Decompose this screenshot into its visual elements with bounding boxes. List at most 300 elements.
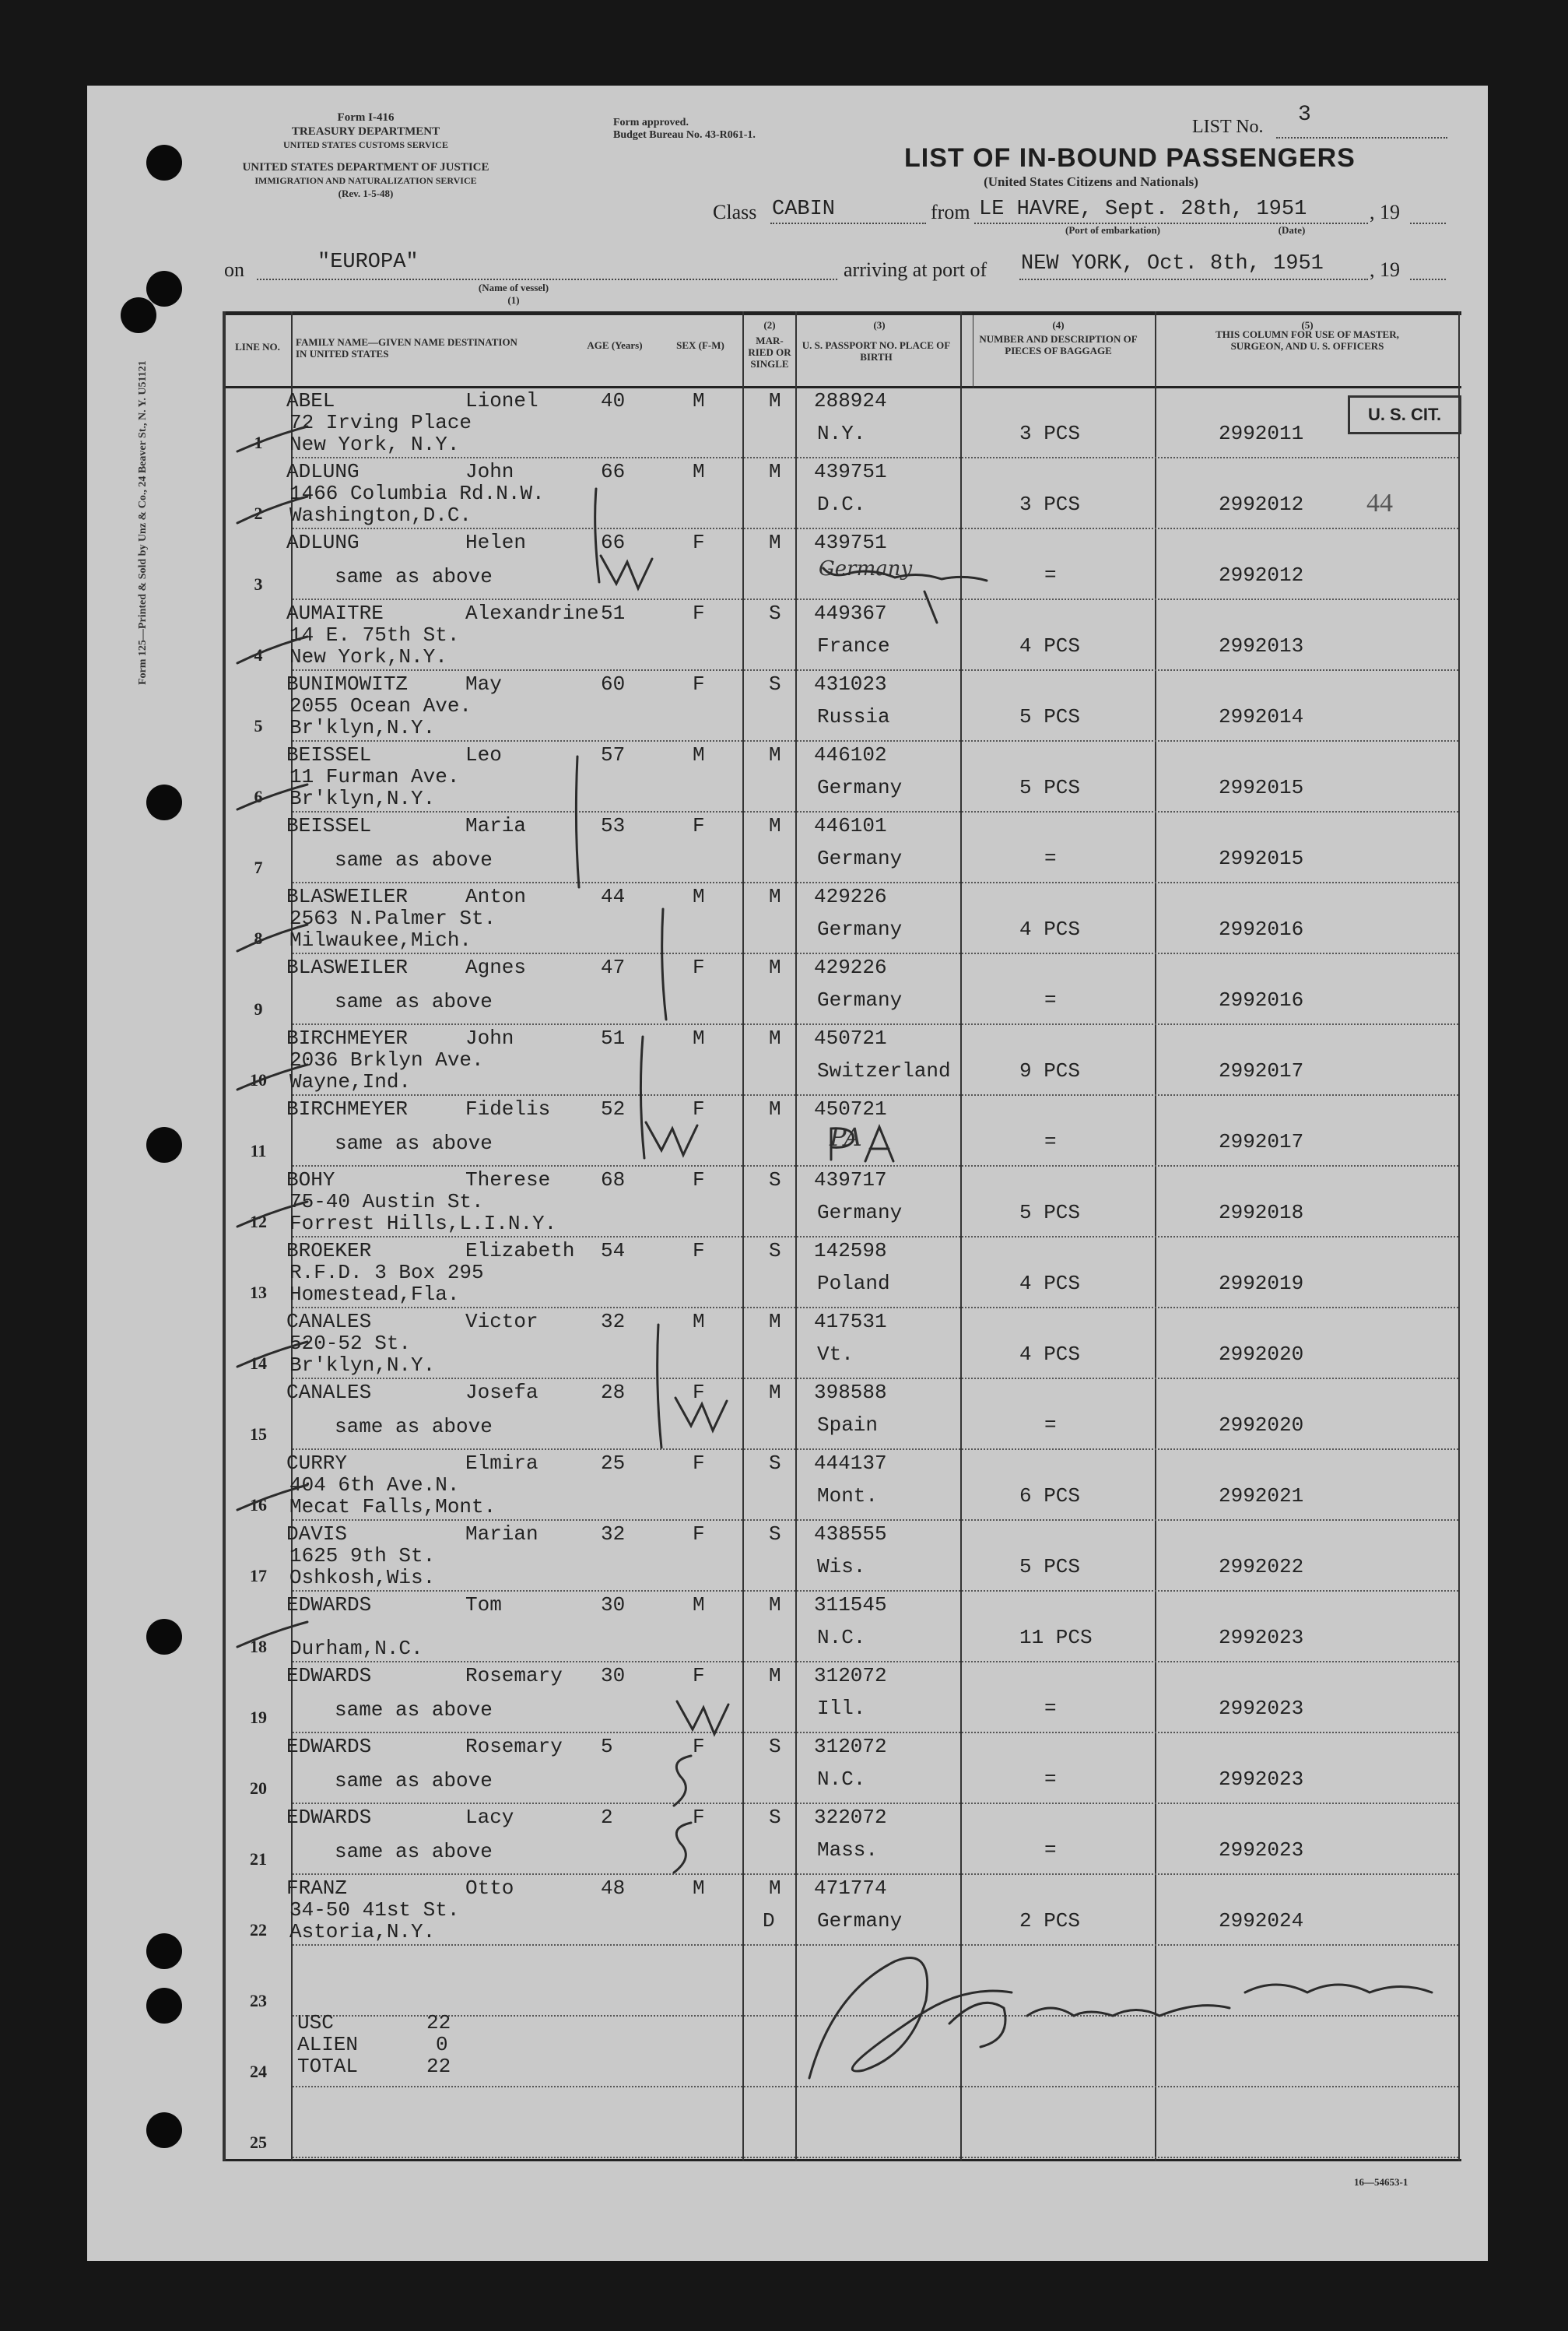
officer-number: 2992023 xyxy=(1219,1838,1304,1862)
marital-status: M xyxy=(769,1381,781,1404)
margin-number: 44 xyxy=(1366,489,1393,518)
passport-number: 439751 xyxy=(814,531,887,554)
printer-imprint: Form 125—Printed & Sold by Unz & Co., 24 Beaver St., N. Y. U51121 xyxy=(137,360,149,685)
age: 2 xyxy=(601,1806,613,1829)
marital-status: S xyxy=(769,1239,781,1262)
age: 66 xyxy=(601,531,626,554)
on-label: on xyxy=(224,258,244,281)
marital-status: S xyxy=(769,602,781,625)
passenger-given-name: Leo xyxy=(465,743,502,767)
line-number: 20 xyxy=(250,1778,267,1798)
passport-number: 417531 xyxy=(814,1310,887,1333)
marital-status-2: D xyxy=(763,1909,775,1933)
passenger-surname: BUNIMOWITZ xyxy=(286,672,409,696)
place-of-birth: Germany xyxy=(817,776,903,799)
total-label: TOTAL xyxy=(297,2055,359,2078)
passenger-surname: BEISSEL xyxy=(286,814,372,837)
age: 57 xyxy=(601,743,626,767)
sex: M xyxy=(693,1027,705,1050)
baggage-pieces: = xyxy=(1044,1697,1057,1720)
address-line-1: 11 Furman Ave. xyxy=(289,765,460,788)
class-label: Class xyxy=(713,201,757,223)
header-line-no: LINE NO. xyxy=(235,341,280,353)
line-number: 13 xyxy=(250,1283,267,1302)
age: 5 xyxy=(601,1735,613,1758)
customs-service: UNITED STATES CUSTOMS SERVICE xyxy=(283,139,448,150)
address-line-1: 2563 N.Palmer St. xyxy=(289,907,496,930)
officer-number: 2992024 xyxy=(1219,1909,1304,1933)
sex: M xyxy=(693,460,705,483)
line-number: 4 xyxy=(254,645,263,665)
place-of-birth: France xyxy=(817,634,890,658)
baggage-pieces: = xyxy=(1044,847,1057,870)
usc-count: 22 xyxy=(426,2011,451,2034)
passport-number: 439717 xyxy=(814,1168,887,1192)
address-line-2: Milwaukee,Mich. xyxy=(289,929,472,952)
address-line-1: same as above xyxy=(335,1769,493,1792)
passenger-given-name: May xyxy=(465,672,502,696)
sex: M xyxy=(693,1593,705,1617)
age: 68 xyxy=(601,1168,626,1192)
marital-status: M xyxy=(769,1593,781,1617)
tick-mark xyxy=(237,1342,307,1367)
place-of-birth-handwritten: Germany xyxy=(819,557,913,581)
marital-status: S xyxy=(769,1452,781,1475)
document-subtitle: (United States Citizens and Nationals) xyxy=(984,174,1198,189)
passenger-surname: ABEL xyxy=(286,389,335,412)
passenger-surname: CANALES xyxy=(286,1310,372,1333)
place-of-birth: Germany xyxy=(817,918,903,941)
address-line-2: Homestead,Fla. xyxy=(289,1283,460,1306)
justice-dept: UNITED STATES DEPARTMENT OF JUSTICE xyxy=(242,161,489,174)
address-line-1: 404 6th Ave.N. xyxy=(289,1473,460,1497)
place-of-birth: Wis. xyxy=(817,1555,866,1578)
age: 47 xyxy=(601,956,626,979)
tick-mark xyxy=(237,925,307,951)
line-number: 24 xyxy=(250,2062,267,2081)
tick-mark xyxy=(237,785,307,809)
line-number: 25 xyxy=(250,2133,267,2152)
line-number: 18 xyxy=(250,1637,267,1656)
passenger-given-name: Tom xyxy=(465,1593,502,1617)
officer-number: 2992020 xyxy=(1219,1413,1304,1437)
passenger-surname: EDWARDS xyxy=(286,1593,372,1617)
passport-number: 322072 xyxy=(814,1806,887,1829)
marital-status: M xyxy=(769,885,781,908)
age: 52 xyxy=(601,1097,626,1121)
arriving-label: arriving at port of xyxy=(844,258,987,281)
line-number: 8 xyxy=(254,929,263,948)
sex: M xyxy=(693,389,705,412)
address-line-2: Wayne,Ind. xyxy=(289,1070,412,1094)
header-name: FAMILY NAME—GIVEN NAME DESTINATION IN UNITED STATES xyxy=(296,336,517,360)
place-of-birth: N.C. xyxy=(817,1626,866,1649)
line-number: 12 xyxy=(250,1212,267,1231)
address-line-1: same as above xyxy=(335,848,493,872)
place-of-birth: N.C. xyxy=(817,1768,866,1791)
address-line-1: same as above xyxy=(335,1415,493,1438)
address-line-1: 14 E. 75th St. xyxy=(289,623,460,647)
baggage-pieces: 3 PCS xyxy=(1019,422,1081,445)
age: 32 xyxy=(601,1310,626,1333)
marital-status: S xyxy=(769,672,781,696)
baggage-pieces: = xyxy=(1044,1130,1057,1153)
passport-number: 444137 xyxy=(814,1452,887,1475)
passenger-surname: BIRCHMEYER xyxy=(286,1027,409,1050)
address-line-1: 1625 9th St. xyxy=(289,1544,436,1567)
address-line-1: same as above xyxy=(335,1132,493,1155)
officer-number: 2992021 xyxy=(1219,1484,1304,1508)
line-number: 10 xyxy=(250,1070,267,1090)
document-title: LIST OF IN-BOUND PASSENGERS xyxy=(904,143,1356,173)
baggage-pieces: 2 PCS xyxy=(1019,1909,1081,1933)
address-line-2: Astoria,N.Y. xyxy=(289,1920,436,1943)
passenger-surname: FRANZ xyxy=(286,1876,348,1900)
passport-number: 429226 xyxy=(814,885,887,908)
line-number: 11 xyxy=(250,1141,267,1160)
age: 53 xyxy=(601,814,626,837)
passenger-given-name: Rosemary xyxy=(465,1664,563,1687)
header-sex: SEX (F-M) xyxy=(676,339,724,351)
address-line-2: Oshkosh,Wis. xyxy=(289,1566,436,1589)
usc-label: USC xyxy=(297,2011,334,2034)
header-officers: THIS COLUMN FOR USE OF MASTER, SURGEON, AND U. S. OFFICERS xyxy=(1215,328,1399,352)
passport-number: 471774 xyxy=(814,1876,887,1900)
sex: F xyxy=(693,1735,705,1758)
address-line-1: same as above xyxy=(335,565,493,588)
line-number: 19 xyxy=(250,1708,267,1727)
line-number: 1 xyxy=(254,433,263,452)
place-of-birth-handwritten: PA xyxy=(830,1122,862,1152)
passport-number: 449367 xyxy=(814,602,887,625)
passenger-surname: AUMAITRE xyxy=(286,602,384,625)
sex: M xyxy=(693,1876,705,1900)
place-of-birth: N.Y. xyxy=(817,422,866,445)
passenger-surname: BEISSEL xyxy=(286,743,372,767)
passenger-given-name: Agnes xyxy=(465,956,527,979)
line-number: 17 xyxy=(250,1566,267,1585)
age: 44 xyxy=(601,885,626,908)
footer-code: 16—54653-1 xyxy=(1354,2176,1408,2188)
total-count: 22 xyxy=(426,2055,451,2078)
address-line-1: R.F.D. 3 Box 295 xyxy=(289,1261,484,1284)
immigration-service: IMMIGRATION AND NATURALIZATION SERVICE xyxy=(254,175,477,186)
us-citizen-stamp: U. S. CIT. xyxy=(1348,395,1461,434)
baggage-pieces: 4 PCS xyxy=(1019,634,1081,658)
passenger-surname: CURRY xyxy=(286,1452,348,1475)
form-number: Form I-416 xyxy=(337,111,395,124)
passenger-given-name: Alexandrine xyxy=(465,602,599,625)
passenger-surname: BROEKER xyxy=(286,1239,372,1262)
baggage-pieces: 4 PCS xyxy=(1019,918,1081,941)
address-line-1: 520-52 St. xyxy=(289,1332,412,1355)
form-approved: Form approved. xyxy=(613,117,689,128)
passenger-surname: BIRCHMEYER xyxy=(286,1097,409,1121)
place-of-birth: D.C. xyxy=(817,493,866,516)
address-line-2: Washington,D.C. xyxy=(289,504,472,527)
passport-number: 450721 xyxy=(814,1097,887,1121)
address-line-1: 2036 Brklyn Ave. xyxy=(289,1048,484,1072)
passport-number: 312072 xyxy=(814,1735,887,1758)
sex: F xyxy=(693,1168,705,1192)
address-line-1: 2055 Ocean Ave. xyxy=(289,694,472,718)
baggage-pieces: 3 PCS xyxy=(1019,493,1081,516)
passenger-surname: CANALES xyxy=(286,1381,372,1404)
baggage-pieces: = xyxy=(1044,563,1057,587)
arrival-value: NEW YORK, Oct. 8th, 1951 xyxy=(1021,252,1324,276)
vessel-caption: (Name of vessel) xyxy=(478,282,549,293)
passenger-given-name: Elmira xyxy=(465,1452,538,1475)
address-line-1: 34-50 41st St. xyxy=(289,1898,460,1922)
address-line-2: Mecat Falls,Mont. xyxy=(289,1495,496,1518)
passenger-given-name: Victor xyxy=(465,1310,538,1333)
marital-status: S xyxy=(769,1522,781,1546)
marital-status: M xyxy=(769,1310,781,1333)
officer-number: 2992015 xyxy=(1219,847,1304,870)
line-number: 7 xyxy=(254,858,263,877)
marital-status: S xyxy=(769,1168,781,1192)
passenger-given-name: John xyxy=(465,1027,514,1050)
baggage-pieces: 4 PCS xyxy=(1019,1272,1081,1295)
baggage-pieces: 5 PCS xyxy=(1019,776,1081,799)
address-line-2: New York,N.Y. xyxy=(289,645,447,669)
age: 30 xyxy=(601,1593,626,1617)
baggage-pieces: 9 PCS xyxy=(1019,1059,1081,1083)
place-of-birth: Switzerland xyxy=(817,1059,951,1083)
line-number: 9 xyxy=(254,999,263,1019)
marital-status: M xyxy=(769,743,781,767)
marital-status: S xyxy=(769,1806,781,1829)
class-value: CABIN xyxy=(772,198,836,221)
age: 60 xyxy=(601,672,626,696)
age: 54 xyxy=(601,1239,626,1262)
departure-value: LE HAVRE, Sept. 28th, 1951 xyxy=(979,198,1307,221)
passenger-given-name: Otto xyxy=(465,1876,514,1900)
place-of-birth: Spain xyxy=(817,1413,879,1437)
age: 51 xyxy=(601,1027,626,1050)
age: 25 xyxy=(601,1452,626,1475)
age: 51 xyxy=(601,602,626,625)
address-line-2: Durham,N.C. xyxy=(289,1637,423,1660)
passenger-given-name: Marian xyxy=(465,1522,538,1546)
passport-number: 288924 xyxy=(814,389,887,412)
sex: F xyxy=(693,1097,705,1121)
header-col5: (5) xyxy=(1301,319,1314,331)
passport-number: 311545 xyxy=(814,1593,887,1617)
address-line-2: New York, N.Y. xyxy=(289,433,460,456)
year-suffix-2: , 19 xyxy=(1370,258,1400,281)
officer-number: 2992011 xyxy=(1219,422,1304,445)
passenger-given-name: Lionel xyxy=(465,389,538,412)
marital-status: S xyxy=(769,1735,781,1758)
age: 30 xyxy=(601,1664,626,1687)
age: 40 xyxy=(601,389,626,412)
baggage-pieces: 5 PCS xyxy=(1019,1555,1081,1578)
passport-number: 446101 xyxy=(814,814,887,837)
passenger-surname: EDWARDS xyxy=(286,1664,372,1687)
officer-number: 2992013 xyxy=(1219,634,1304,658)
age: 48 xyxy=(601,1876,626,1900)
officer-number: 2992017 xyxy=(1219,1130,1304,1153)
passenger-surname: BLASWEILER xyxy=(286,885,409,908)
sex: F xyxy=(693,956,705,979)
passenger-given-name: John xyxy=(465,460,514,483)
passport-number: 446102 xyxy=(814,743,887,767)
address-line-1: same as above xyxy=(335,1698,493,1722)
address-line-1: 75-40 Austin St. xyxy=(289,1190,484,1213)
baggage-pieces: 4 PCS xyxy=(1019,1343,1081,1366)
tick-mark xyxy=(237,427,307,451)
officer-number: 2992022 xyxy=(1219,1555,1304,1578)
passenger-given-name: Elizabeth xyxy=(465,1239,575,1262)
officer-number: 2992012 xyxy=(1219,493,1304,516)
tick-mark xyxy=(237,1622,307,1647)
line-number: 3 xyxy=(254,574,263,594)
place-of-birth: Germany xyxy=(817,1909,903,1933)
treasury-dept: TREASURY DEPARTMENT xyxy=(291,125,440,138)
sex: F xyxy=(693,1239,705,1262)
baggage-pieces: 6 PCS xyxy=(1019,1484,1081,1508)
revision-date: (Rev. 1-5-48) xyxy=(338,188,394,199)
sex: F xyxy=(693,531,705,554)
place-of-birth: Russia xyxy=(817,705,890,728)
tick-mark xyxy=(237,1065,307,1090)
age: 32 xyxy=(601,1522,626,1546)
passport-number: 398588 xyxy=(814,1381,887,1404)
sex: F xyxy=(693,602,705,625)
baggage-pieces: = xyxy=(1044,988,1057,1012)
alien-label: ALIEN xyxy=(297,2033,359,2056)
officer-number: 2992018 xyxy=(1219,1201,1304,1224)
passport-number: 142598 xyxy=(814,1239,887,1262)
list-no-value: 3 xyxy=(1298,103,1311,127)
passport-number: 429226 xyxy=(814,956,887,979)
marital-status: M xyxy=(769,956,781,979)
line-number: 15 xyxy=(250,1424,267,1444)
line-number: 5 xyxy=(254,716,263,735)
place-of-birth: Germany xyxy=(817,988,903,1012)
line-number: 21 xyxy=(250,1849,267,1869)
port-embarkation-caption: (Port of embarkation) xyxy=(1065,224,1161,236)
sex: F xyxy=(693,1381,705,1404)
marital-status: M xyxy=(769,460,781,483)
officer-number: 2992019 xyxy=(1219,1272,1304,1295)
passport-number: 312072 xyxy=(814,1664,887,1687)
header-col2: (2) xyxy=(763,319,776,331)
passenger-given-name: Anton xyxy=(465,885,527,908)
passenger-given-name: Therese xyxy=(465,1168,551,1192)
header-age: AGE (Years) xyxy=(587,339,643,351)
header-married: MAR-RIED OR SINGLE xyxy=(748,335,791,370)
address-line-1: 1466 Columbia Rd.N.W. xyxy=(289,482,545,505)
passenger-given-name: Fidelis xyxy=(465,1097,551,1121)
address-line-2: Br'klyn,N.Y. xyxy=(289,787,436,810)
from-label: from xyxy=(931,201,970,223)
place-of-birth: Poland xyxy=(817,1272,890,1295)
marital-status: M xyxy=(769,814,781,837)
passenger-given-name: Rosemary xyxy=(465,1735,563,1758)
tick-mark xyxy=(237,497,307,523)
sex: F xyxy=(693,1664,705,1687)
budget-bureau: Budget Bureau No. 43-R061-1. xyxy=(613,129,756,141)
officer-number: 2992016 xyxy=(1219,918,1304,941)
officer-number: 2992015 xyxy=(1219,776,1304,799)
sex: F xyxy=(693,814,705,837)
baggage-pieces: 11 PCS xyxy=(1019,1626,1093,1649)
line-number: 23 xyxy=(250,1991,267,2010)
tick-mark xyxy=(237,1485,307,1510)
baggage-pieces: 5 PCS xyxy=(1019,705,1081,728)
line-number: 6 xyxy=(254,787,263,806)
year-suffix: , 19 xyxy=(1370,201,1400,223)
officer-number: 2992017 xyxy=(1219,1059,1304,1083)
header-col3: (3) xyxy=(873,319,886,331)
passport-number: 431023 xyxy=(814,672,887,696)
baggage-pieces: = xyxy=(1044,1768,1057,1791)
passport-number: 439751 xyxy=(814,460,887,483)
marital-status: M xyxy=(769,1664,781,1687)
address-line-2: Br'klyn,N.Y. xyxy=(289,1353,436,1377)
marital-status: M xyxy=(769,1876,781,1900)
sex: M xyxy=(693,1310,705,1333)
passport-number: 438555 xyxy=(814,1522,887,1546)
passenger-surname: DAVIS xyxy=(286,1522,348,1546)
vessel-name: "EUROPA" xyxy=(317,251,419,274)
age: 66 xyxy=(601,460,626,483)
sex: M xyxy=(693,885,705,908)
place-of-birth: Germany xyxy=(817,847,903,870)
marital-status: M xyxy=(769,531,781,554)
passenger-given-name: Helen xyxy=(465,531,527,554)
address-line-2: Forrest Hills,L.I.N.Y. xyxy=(289,1212,557,1235)
header-passport: U. S. PASSPORT NO. PLACE OF BIRTH xyxy=(802,339,951,363)
passenger-given-name: Josefa xyxy=(465,1381,538,1404)
officer-number: 2992023 xyxy=(1219,1626,1304,1649)
line-number: 14 xyxy=(250,1353,267,1373)
passenger-given-name: Maria xyxy=(465,814,527,837)
line-number: 2 xyxy=(254,504,263,523)
officer-number: 2992020 xyxy=(1219,1343,1304,1366)
age: 28 xyxy=(601,1381,626,1404)
sex: F xyxy=(693,1522,705,1546)
sex: M xyxy=(693,743,705,767)
sex: F xyxy=(693,1806,705,1829)
place-of-birth: Vt. xyxy=(817,1343,854,1366)
marital-status: M xyxy=(769,1027,781,1050)
address-line-1: same as above xyxy=(335,1840,493,1863)
alien-count: 0 xyxy=(436,2033,448,2056)
marital-status: M xyxy=(769,389,781,412)
tick-mark xyxy=(237,1202,307,1227)
officer-number: 2992023 xyxy=(1219,1697,1304,1720)
marital-status: M xyxy=(769,1097,781,1121)
baggage-pieces: = xyxy=(1044,1838,1057,1862)
passport-number: 450721 xyxy=(814,1027,887,1050)
officer-number: 2992014 xyxy=(1219,705,1304,728)
passenger-surname: EDWARDS xyxy=(286,1735,372,1758)
tick-mark xyxy=(237,637,307,663)
header-col4: (4) xyxy=(1052,319,1065,331)
place-of-birth: Mass. xyxy=(817,1838,879,1862)
place-of-birth: Germany xyxy=(817,1201,903,1224)
vessel-col-number: (1) xyxy=(507,294,520,306)
place-of-birth: Mont. xyxy=(817,1484,879,1508)
officer-number: 2992012 xyxy=(1219,563,1304,587)
officer-number: 2992016 xyxy=(1219,988,1304,1012)
sex: F xyxy=(693,672,705,696)
passenger-surname: ADLUNG xyxy=(286,531,360,554)
passenger-given-name: Lacy xyxy=(465,1806,514,1829)
